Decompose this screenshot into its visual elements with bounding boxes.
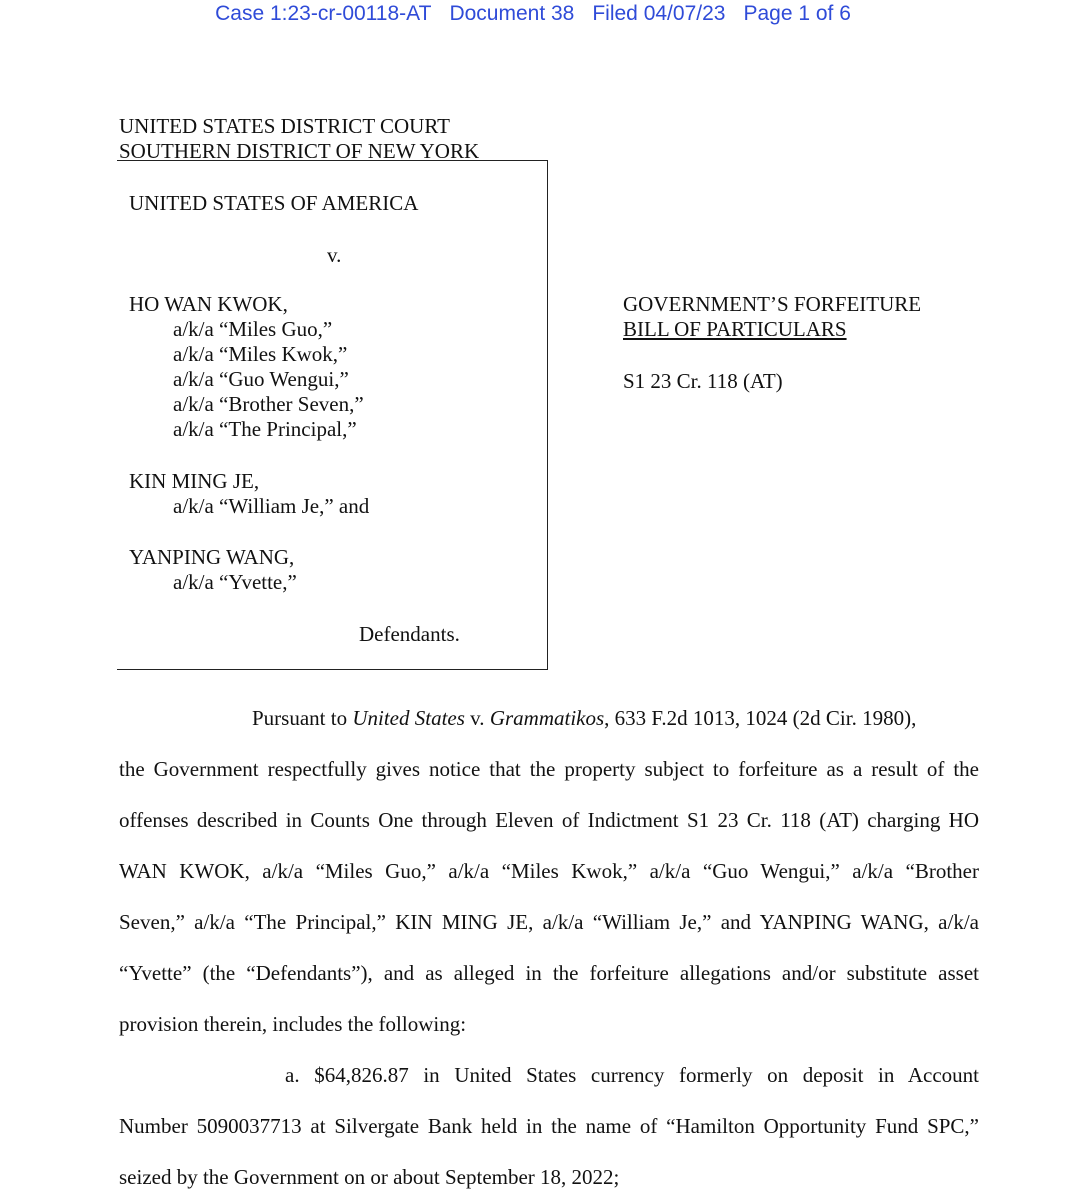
case-name-italic: United States (352, 706, 465, 730)
alias: a/k/a “Miles Kwok,” (173, 342, 348, 366)
body-line: offenses described in Counts One through Eleven of Indictment S1 23 Cr. 118 (AT) charging HO (119, 808, 979, 832)
defendant-name: YANPING WANG, (129, 545, 295, 569)
filed-date: Filed 04/07/23 (592, 2, 726, 25)
court-line-1: UNITED STATES DISTRICT COURT (119, 114, 450, 138)
body-line: provision therein, includes the following: (119, 1012, 467, 1036)
case-number: Case 1:23-cr-00118-AT (215, 2, 432, 25)
text-run: , 633 F.2d 1013, 1024 (2d Cir. 1980), (604, 706, 917, 730)
document-number: Document 38 (449, 2, 575, 25)
title-line-2: BILL OF PARTICULARS (623, 317, 847, 341)
alias: a/k/a “William Je,” and (173, 494, 370, 518)
body-line: the Government respectfully gives notice that the property subject to forfeiture as a result of the (119, 757, 979, 781)
alias: a/k/a “Miles Guo,” (173, 317, 333, 341)
defendant-3 (129, 545, 297, 595)
defendant-name: KIN MING JE, (129, 469, 260, 493)
defendant-2 (129, 469, 369, 519)
page-indicator: Page 1 of 6 (743, 2, 851, 25)
text-run: Pursuant to (252, 706, 353, 730)
alias: a/k/a “Yvette,” (173, 570, 297, 594)
defendants-label: Defendants. (359, 622, 460, 646)
alias: a/k/a “The Principal,” (173, 417, 357, 441)
body-line: “Yvette” (the “Defendants”), and as alleged in the forfeiture allegations and/or substitute asset (119, 961, 979, 985)
paragraph-first-line (119, 693, 979, 744)
ecf-header (0, 2, 1066, 26)
body-line: WAN KWOK, a/k/a “Miles Guo,” a/k/a “Miles Kwok,” a/k/a “Guo Wengui,” a/k/a “Brother (119, 859, 979, 883)
item-a-line: a. $64,826.87 in United States currency formerly on deposit in Account (285, 1063, 979, 1087)
court-line-2: SOUTHERN DISTRICT OF NEW YORK (119, 139, 480, 163)
defendant-1 (129, 292, 364, 442)
alias: a/k/a “Guo Wengui,” (173, 367, 349, 391)
text-run: v. (464, 706, 490, 730)
plaintiff: UNITED STATES OF AMERICA (129, 191, 419, 215)
body-line: Seven,” a/k/a “The Principal,” KIN MING JE, a/k/a “William Je,” and YANPING WANG, a/k/a (119, 910, 979, 934)
item-a-line: seized by the Government on or about September 18, 2022; (119, 1165, 620, 1189)
defendant-name: HO WAN KWOK, (129, 292, 288, 316)
court-name (119, 114, 479, 164)
document-title (623, 292, 921, 342)
versus: v. (327, 243, 342, 267)
title-line-1: GOVERNMENT’S FORFEITURE (623, 292, 922, 316)
body-paragraph (119, 693, 979, 1203)
alias: a/k/a “Brother Seven,” (173, 392, 364, 416)
case-designation: S1 23 Cr. 118 (AT) (623, 369, 783, 393)
item-a-line: Number 5090037713 at Silvergate Bank held in the name of “Hamilton Opportunity Fund SPC,” (119, 1114, 979, 1138)
case-name-italic: Grammatikos (489, 706, 605, 730)
